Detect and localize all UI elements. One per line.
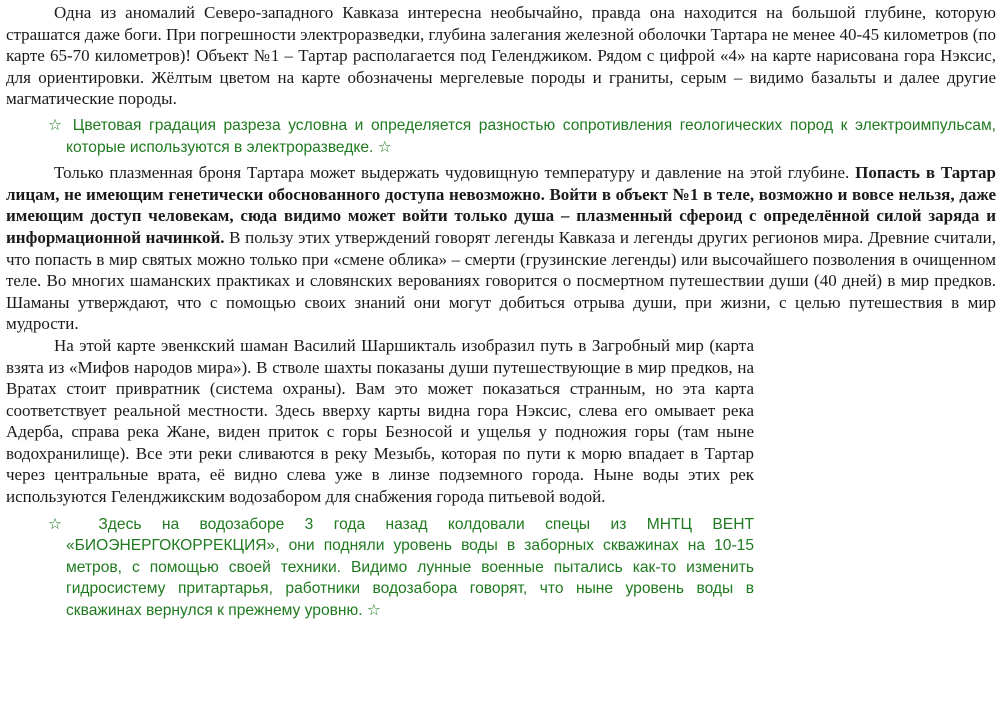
note-color-gradation bbox=[6, 115, 996, 158]
paragraph-plasma-armor bbox=[6, 162, 996, 335]
paragraph-plasma-armor-intro: Только плазменная броня Тартара может выдержать чудовищную температуру и давление на этой глубине. bbox=[54, 163, 850, 183]
paragraph-plasma-armor-bold: Попасть в Тартар лицам, не имеющим генетически обоснованного доступа невозможно. Войти в объект №1 в теле, возможно и вовсе нельзя, даже имеющим доступ человекам, сюда видимо может войти только душа – плазменный сфероид с определённой силой заряда и информационной начинкой. bbox=[6, 163, 997, 247]
paragraph-shaman-map: На этой карте эвенкский шаман Василий Шаршикталь изобразил путь в Загробный мир (карта взята из «Мифов народов мира»). В стволе шахты показаны души путешествующие в мир предков, на Вратах стоит привратник (система охраны). Вам это может показаться странным, но эта карта соответствует реальной местности. Здесь вверху карты видна гора Нэксис, слева его омывает река Адерба, справа река Жане, виден приток с горы Безносой и ущелья у подножия горы (там ныне водохранилище). Все эти реки сливаются в реку Мезыбь, которая по пути к морю впадает в Тартар через центральные врата, её видно слева уже в линзе подземного города. Ныне воды этих рек используются Геленджикским водозабором для снабжения города питьевой водой. bbox=[6, 335, 754, 507]
document-page bbox=[6, 2, 996, 622]
note-water-intake-text: Здесь на водозаборе 3 года назад колдовали спецы из МНТЦ ВЕНТ «БИОЭНЕРГОКОРРЕКЦИЯ», они подняли уровень воды в заборных скважинах на 10-15 метров, с помощью своей техники. Видимо лунные военные пытались как-то изменить гидросистему притартарья, работники водозабора говорят, что ныне уровень воды в скважинах вернулся к прежнему уровню. bbox=[66, 515, 754, 620]
note-color-gradation-text: Цветовая градация разреза условна и определяется разностью сопротивления геологических пород к электроимпульсам, которые используются в электроразведке. bbox=[66, 116, 996, 156]
star-icon: ☆ bbox=[48, 515, 79, 533]
star-icon: ☆ bbox=[377, 138, 392, 156]
paragraph-tartar-anomaly: Одна из аномалий Северо-западного Кавказа интересна необычайно, правда она находится на большой глубине, которую страшатся даже боги. При погрешности электроразведки, глубина залегания железной оболочки Тартара не менее 40-45 километров (по карте 65-70 километров)! Объект №1 – Тартар располагается под Геленджиком. Рядом с цифрой «4» на карте нарисована гора Нэксис, для ориентировки. Жёлтым цветом на карте обозначены мергелевые породы и граниты, серым – видимо базальты и далее другие магматические породы. bbox=[6, 3, 996, 109]
note-water-intake bbox=[6, 514, 754, 622]
star-icon: ☆ bbox=[366, 602, 381, 620]
paragraph-plasma-armor-rest: В пользу этих утверждений говорят легенды Кавказа и легенды других регионов мира. Древние считали, что попасть в мир святых можно только при «смене облика» – смерти (грузинские легенды) или высочайшего позволения в очищенном теле. Во многих шаманских практиках и словянских верованиях говорится о посмертном путешествии души (40 дней) в мир предков. Шаманы утверждают, что с помощью своих знаний они могут добиться отрыва души, при жизни, с целью путешествия в мир мудрости. bbox=[6, 227, 996, 334]
star-icon: ☆ bbox=[48, 116, 66, 134]
